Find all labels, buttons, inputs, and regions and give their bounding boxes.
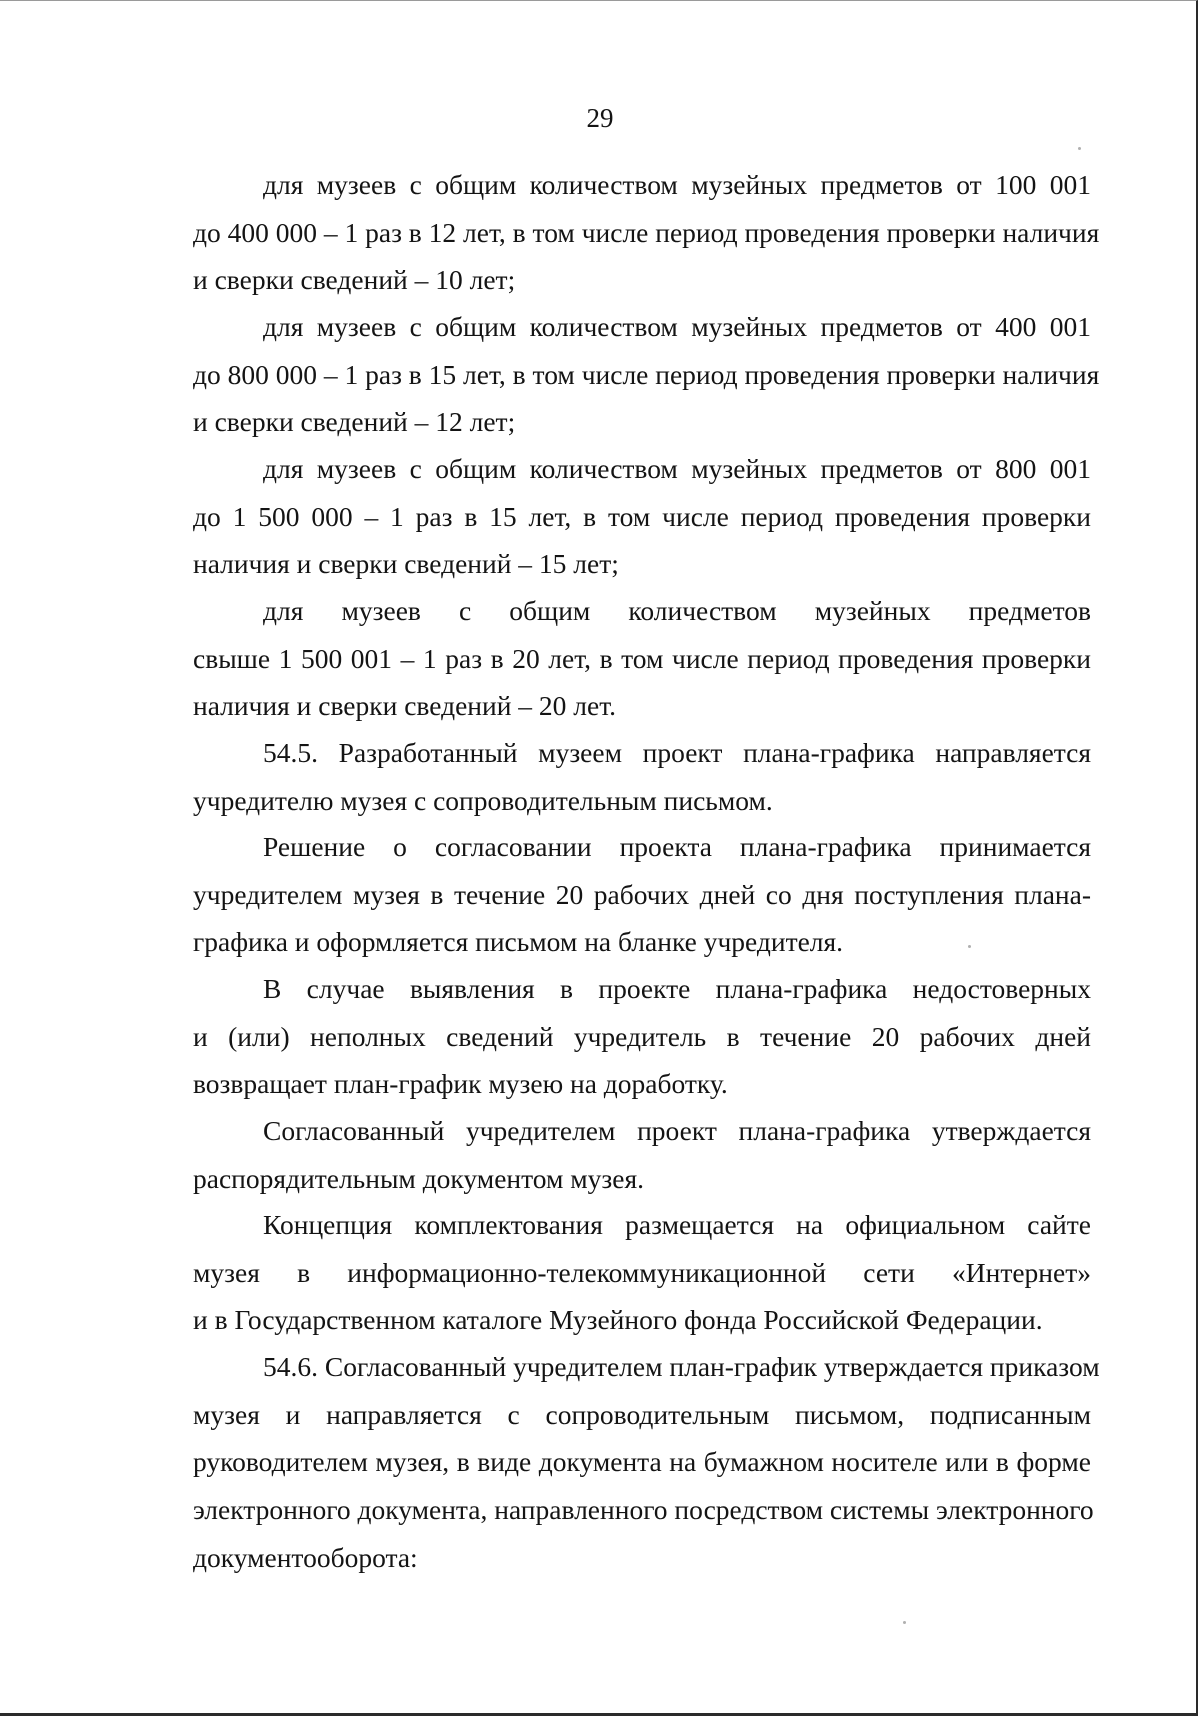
paragraph-line: музея и направляется с сопроводительным письмом, подписанным	[193, 1398, 1091, 1430]
paragraph-approval-decision	[193, 823, 1091, 966]
paragraph-line: для музеев с общим количеством музейных предметов от 400 001	[263, 311, 1091, 342]
paragraph-return-for-revision	[193, 965, 1091, 1108]
paragraph-line: музея в информационно-телекоммуникационной сети «Интернет»	[193, 1256, 1091, 1288]
paragraph-line: электронного документа, направленного посредством системы электронного	[193, 1494, 1094, 1526]
paragraph-line: и сверки сведений – 10 лет;	[193, 264, 516, 296]
paragraph-line: наличия и сверки сведений – 20 лет.	[193, 690, 617, 722]
paragraph-line: графика и оформляется письмом на бланке учредителя.	[193, 926, 844, 958]
paragraph-museum-tier-800001	[193, 445, 1091, 588]
page-number: 29	[586, 103, 614, 133]
paragraph-line: для музеев с общим количеством музейных предметов от 800 001	[263, 453, 1091, 484]
paragraph-line: учредителю музея с сопроводительным письмом.	[193, 784, 773, 816]
paragraph-line: Концепция комплектования размещается на официальном сайте	[263, 1209, 1091, 1240]
paragraph-line: для музеев с общим количеством музейных предметов от 100 001	[263, 169, 1091, 200]
paragraph-section-54-5	[193, 729, 1091, 824]
paragraph-acquisition-concept	[193, 1201, 1091, 1344]
paragraph-line: Решение о согласовании проекта плана-графика принимается	[263, 831, 1091, 862]
paragraph-line: до 400 000 – 1 раз в 12 лет, в том числе период проведения проверки наличия	[193, 216, 1100, 248]
paragraph-line: и (или) неполных сведений учредитель в течение 20 рабочих дней	[193, 1020, 1091, 1052]
paragraph-line: Согласованный учредителем проект плана-графика утверждается	[263, 1115, 1091, 1146]
paragraph-line: наличия и сверки сведений – 15 лет;	[193, 548, 619, 580]
scan-speck	[903, 1621, 906, 1624]
paragraph-line: документооборота:	[193, 1541, 418, 1573]
paragraph-line: до 1 500 000 – 1 раз в 15 лет, в том числе период проведения проверки	[193, 500, 1091, 532]
paragraph-line: учредителем музея в течение 20 рабочих дней со дня поступления плана-	[193, 878, 1091, 910]
paragraph-line: 54.5. Разработанный музеем проект плана-графика направляется	[263, 737, 1091, 768]
scan-speck	[968, 945, 971, 948]
paragraph-line: В случае выявления в проекте плана-графика недостоверных	[263, 973, 1091, 1004]
scan-speck	[1078, 147, 1081, 150]
paragraph-museum-tier-1500001	[193, 587, 1091, 730]
paragraph-line: 54.6. Согласованный учредителем план-график утверждается приказом	[263, 1351, 1100, 1382]
paragraph-line: и в Государственном каталоге Музейного фонда Российской Федерации.	[193, 1304, 1043, 1336]
paragraph-line: руководителем музея, в виде документа на бумажном носителе или в форме	[193, 1446, 1091, 1478]
paragraph-line: свыше 1 500 001 – 1 раз в 20 лет, в том числе период проведения проверки	[193, 642, 1091, 674]
paragraph-line: до 800 000 – 1 раз в 15 лет, в том числе период проведения проверки наличия	[193, 358, 1100, 390]
paragraph-approved-project	[193, 1107, 1091, 1202]
paragraph-line: для музеев с общим количеством музейных предметов	[263, 595, 1091, 626]
paragraph-museum-tier-400001	[193, 303, 1100, 446]
paragraph-line: и сверки сведений – 12 лет;	[193, 406, 516, 438]
paragraph-line: распорядительным документом музея.	[193, 1162, 645, 1194]
paragraph-line: возвращает план-график музею на доработку.	[193, 1068, 728, 1100]
paragraph-museum-tier-100001	[193, 161, 1100, 304]
paragraph-section-54-6	[193, 1343, 1100, 1582]
